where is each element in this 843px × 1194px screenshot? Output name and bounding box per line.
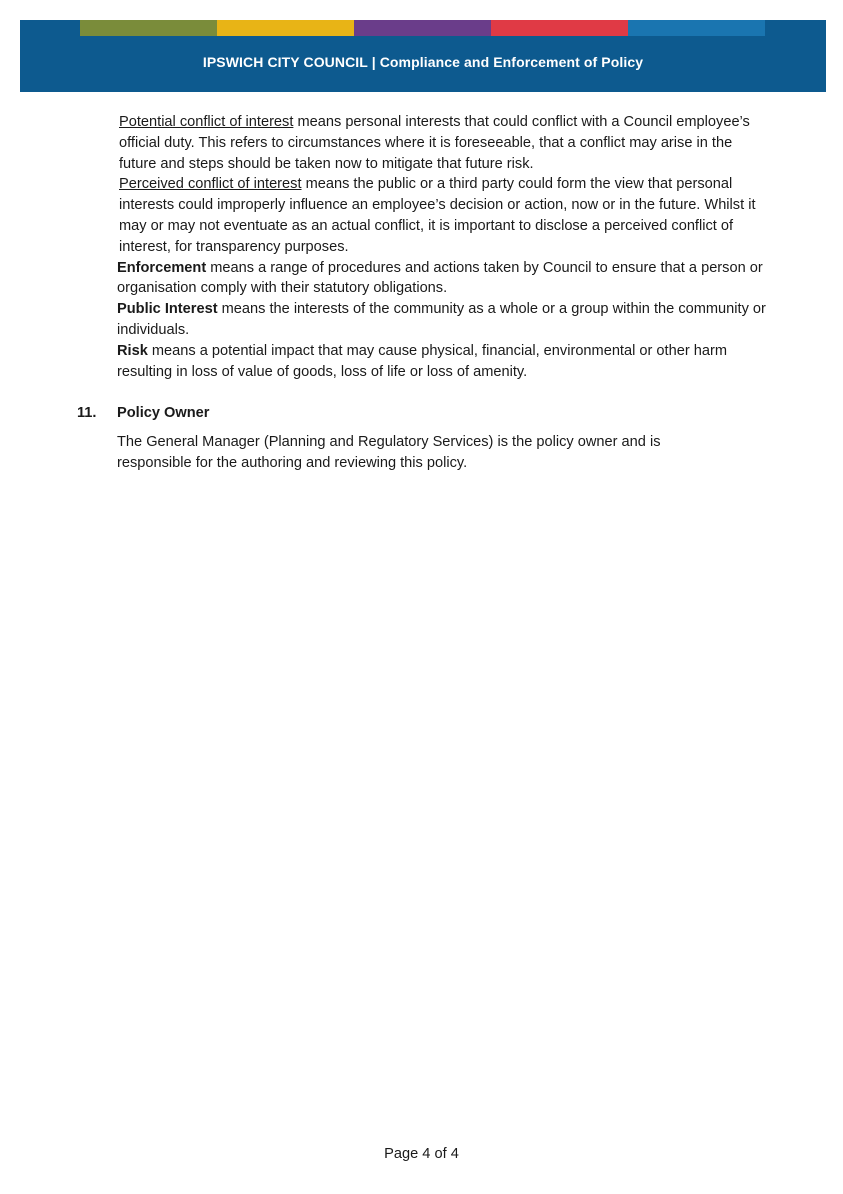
section-number: 11. bbox=[77, 405, 97, 422]
definition-text: means the interests of the community as a whole or a group within the community or individuals. bbox=[117, 301, 766, 338]
section-body-policy-owner: The General Manager (Planning and Regulatory Services) is the policy owner and is responsible for the authoring and reviewing this policy. bbox=[117, 434, 661, 472]
definition-potential-conflict bbox=[119, 112, 769, 174]
definition-text: means a potential impact that may cause physical, financial, environmental or other harm resulting in loss of value of goods, loss of life or loss of amenity. bbox=[117, 342, 728, 380]
header-title: IPSWICH CITY COUNCIL | Compliance and Enforcement of Policy bbox=[202, 54, 644, 70]
strip-segment-olive bbox=[80, 20, 217, 36]
definition-term: Enforcement bbox=[117, 259, 207, 276]
definition-term: Risk bbox=[117, 342, 148, 359]
definition-perceived-conflict bbox=[119, 174, 769, 257]
document-body bbox=[0, 112, 843, 474]
strip-segment-purple bbox=[354, 20, 491, 36]
definition-text: means the public or a third party could form the view that personal interests could improperly influence an employee’s decision or action, now or in the future. Whilst it may or may not eventuate as an actual conflict, it is important to disclose a perceived conflict of interest, for transparency purposes. bbox=[119, 176, 756, 255]
definition-enforcement bbox=[117, 258, 767, 300]
definition-term: Potential conflict of interest bbox=[119, 114, 294, 130]
definition-term: Perceived conflict of interest bbox=[119, 176, 302, 193]
definition-text: means personal interests that could conflict with a Council employee’s official duty. This refers to circumstances where it is foreseeable, that a conflict may arise in the future and steps should be taken now to mitigate that future risk. bbox=[119, 114, 750, 172]
section-title: Policy Owner bbox=[117, 405, 210, 422]
definition-public-interest bbox=[117, 299, 767, 341]
strip-segment-yellow bbox=[217, 20, 354, 36]
section-heading-policy-owner bbox=[0, 403, 843, 424]
strip-segment-blue bbox=[628, 20, 765, 36]
definition-risk bbox=[117, 341, 767, 383]
strip-segment-red bbox=[491, 20, 628, 36]
page-header bbox=[20, 20, 826, 92]
definition-text: means a range of procedures and actions taken by Council to ensure that a person or organisation comply with their statutory obligations. bbox=[117, 259, 763, 297]
page-number: Page 4 of 4 bbox=[384, 1146, 459, 1162]
definition-term: Public Interest bbox=[117, 301, 218, 318]
header-color-strip bbox=[80, 20, 765, 36]
